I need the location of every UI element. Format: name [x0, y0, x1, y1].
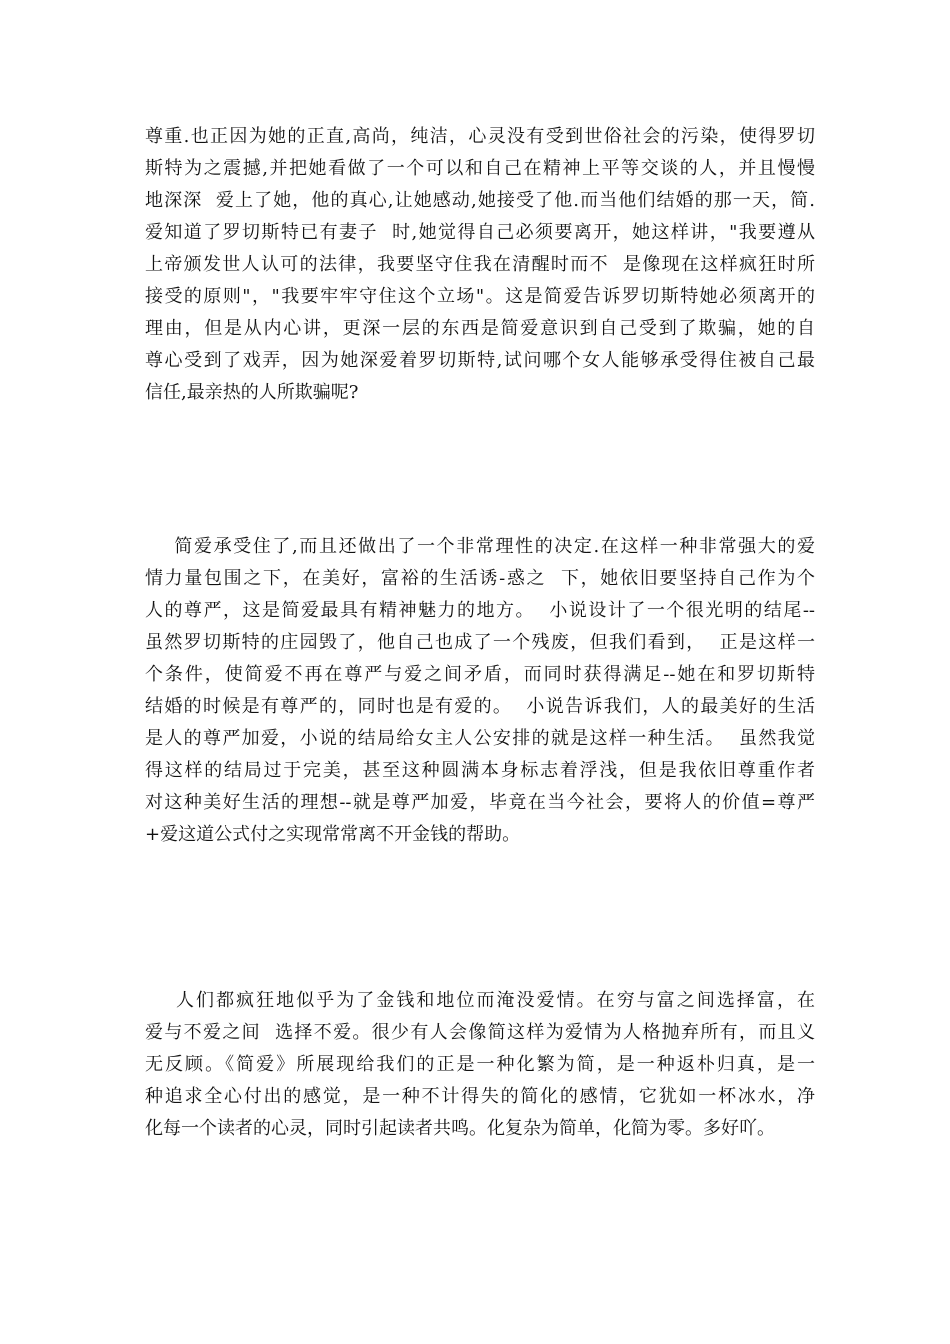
text-line: 简爱承受住了,而且还做出了一个非常理性的决定.在这样一种非常强大的爱 [145, 536, 815, 557]
text-line: 情力量包围之下，在美好，富裕的生活诱-惑之 下，她依旧要坚持自己作为个 [145, 568, 815, 589]
text-line: 人们都疯狂地似乎为了金钱和地位而淹没爱情。在穷与富之间选择富，在 [145, 990, 815, 1011]
text-line: 接受的原则"，"我要牢牢守住这个立场"。这是简爱告诉罗切斯特她必须离开的 [145, 286, 815, 307]
text-line: 斯特为之震撼,并把她看做了一个可以和自己在精神上平等交谈的人，并且慢慢 [145, 158, 815, 179]
text-line: 地深深 爱上了她，他的真心,让她感动,她接受了他.而当他们结婚的那一天，简. [145, 190, 815, 211]
text-line: 是人的尊严加爱，小说的结局给女主人公安排的就是这样一种生活。 虽然我觉 [145, 728, 815, 749]
text-line: 无反顾。《简爱》所展现给我们的正是一种化繁为简，是一种返朴归真，是一 [145, 1054, 815, 1075]
paragraph-3 [145, 985, 815, 1145]
text-line: 个条件，使简爱不再在尊严与爱之间矛盾，而同时获得满足--她在和罗切斯特 [145, 664, 815, 685]
text-line: 爱与不爱之间 选择不爱。很少有人会像简这样为爱情为人格抛弃所有，而且义 [145, 1022, 815, 1043]
text-line: 种追求全心付出的感觉，是一种不计得失的简化的感情，它犹如一杯冰水，净 [145, 1086, 815, 1107]
text-line: 理由，但是从内心讲，更深一层的东西是简爱意识到自己受到了欺骗，她的自 [145, 318, 815, 339]
text-line: 爱知道了罗切斯特已有妻子 时,她觉得自己必须要离开，她这样讲，"我要遵从 [145, 222, 815, 243]
text-line: 化每一个读者的心灵，同时引起读者共鸣。化复杂为简单，化简为零。多好吖。 [145, 1118, 775, 1139]
text-line: 尊心受到了戏弄，因为她深爱着罗切斯特,试问哪个女人能够承受得住被自己最 [145, 350, 815, 371]
text-line: 得这样的结局过于完美，甚至这种圆满本身标志着浮浅，但是我依旧尊重作者 [145, 760, 815, 781]
paragraph-2 [145, 531, 815, 851]
text-line: 上帝颁发世人认可的法律，我要坚守住我在清醒时而不 是像现在这样疯狂时所 [145, 254, 815, 275]
text-line: 虽然罗切斯特的庄园毁了，他自己也成了一个残废，但我们看到， 正是这样一 [145, 632, 815, 653]
text-line: 结婚的时候是有尊严的，同时也是有爱的。 小说告诉我们，人的最美好的生活 [145, 696, 815, 717]
text-line: 尊重.也正因为她的正直,高尚，纯洁，心灵没有受到世俗社会的污染，使得罗切 [145, 126, 815, 147]
text-line: 对这种美好生活的理想--就是尊严加爱，毕竟在当今社会，要将人的价值=尊严 [145, 792, 815, 813]
text-line: +爱这道公式付之实现常常离不开金钱的帮助。 [145, 824, 521, 845]
text-line: 信任,最亲热的人所欺骗呢? [145, 382, 359, 403]
paragraph-1 [145, 121, 815, 409]
text-line: 人的尊严，这是简爱最具有精神魅力的地方。 小说设计了一个很光明的结尾-- [145, 600, 815, 621]
